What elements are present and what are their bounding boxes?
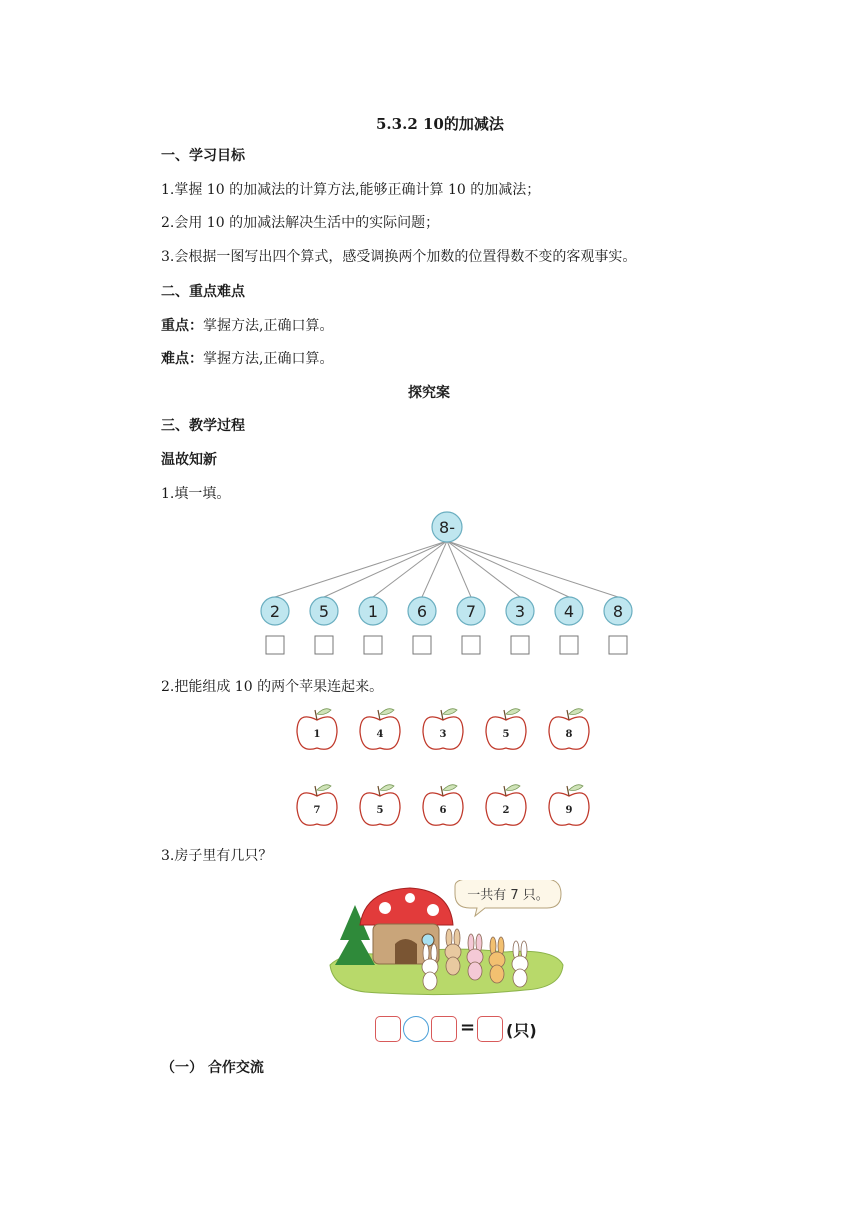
operator-circle[interactable] xyxy=(403,1016,429,1042)
tree-leaf-label: 3 xyxy=(514,602,526,621)
question-1: 1.填一填。 xyxy=(161,486,231,502)
review-heading: 温故知新 xyxy=(161,452,217,468)
difficulty-line xyxy=(161,350,333,368)
tree-leaf-label: 7 xyxy=(465,602,477,621)
explore-heading: 探究案 xyxy=(408,385,450,401)
unit-label: (只) xyxy=(506,1021,537,1040)
apple-leaf xyxy=(569,709,583,715)
tree-answer-box[interactable] xyxy=(364,636,382,654)
apple-leaf xyxy=(506,709,520,715)
bunny xyxy=(512,941,528,987)
tree-leaf-label: 2 xyxy=(269,602,281,621)
key-point-text: 掌握方法,正确口算。 xyxy=(203,318,334,334)
apple[interactable] xyxy=(360,785,400,826)
apple-leaf xyxy=(317,785,331,791)
apple[interactable] xyxy=(486,785,526,826)
tree-branch xyxy=(447,541,471,597)
mushroom-cap xyxy=(360,888,453,925)
apple[interactable] xyxy=(486,709,526,750)
tree-branch xyxy=(447,541,618,597)
answer-box-3[interactable] xyxy=(477,1016,503,1042)
tree-answer-box[interactable] xyxy=(511,636,529,654)
difficulty-text: 掌握方法,正确口算。 xyxy=(203,351,334,367)
bunny xyxy=(467,934,483,980)
apple-number: 6 xyxy=(439,805,447,816)
key-point-label: 重点： xyxy=(161,318,203,334)
equals-sign: = xyxy=(460,1017,476,1038)
apple-number: 2 xyxy=(502,805,510,816)
objective-item-1: 1.掌握 10 的加减法的计算方法,能够正确计算 10 的加减法； xyxy=(161,182,541,198)
apple-leaf xyxy=(380,785,394,791)
apple-number: 9 xyxy=(565,805,573,816)
objective-item-3: 3.会根据一图写出四个算式，感受调换两个加数的位置得数不变的客观事实。 xyxy=(161,249,637,265)
tree-answer-box[interactable] xyxy=(609,636,627,654)
page-title: 5.3.2 10的加减法 xyxy=(376,115,504,133)
apple-leaf xyxy=(380,709,394,715)
apple[interactable] xyxy=(423,709,463,750)
apple-matching xyxy=(280,700,610,840)
tree-branch xyxy=(422,541,447,597)
tree-answer-box[interactable] xyxy=(413,636,431,654)
apple-number: 4 xyxy=(376,729,384,740)
question-2: 2.把能组成 10 的两个苹果连起来。 xyxy=(161,679,384,695)
difficulty-label: 难点： xyxy=(161,351,203,367)
apple-number: 3 xyxy=(439,729,447,740)
section-heading-process: 三、教学过程 xyxy=(161,418,245,434)
tree-branch xyxy=(373,541,447,597)
bunny xyxy=(445,929,461,975)
tree-leaf-label: 5 xyxy=(318,602,330,621)
apple-number: 5 xyxy=(502,729,510,740)
apple-leaf xyxy=(506,785,520,791)
tree-leaf-label: 6 xyxy=(416,602,428,621)
tree-answer-box[interactable] xyxy=(462,636,480,654)
apple[interactable] xyxy=(360,709,400,750)
tree-leaf-label: 4 xyxy=(563,602,575,621)
apple-number: 8 xyxy=(565,729,573,740)
apple[interactable] xyxy=(549,709,589,750)
apple-leaf xyxy=(569,785,583,791)
tree-answer-box[interactable] xyxy=(560,636,578,654)
tree-leaf-label: 8 xyxy=(612,602,624,621)
apple-leaf xyxy=(443,709,457,715)
tree-root-label: 8- xyxy=(439,518,455,537)
apple[interactable] xyxy=(423,785,463,826)
answer-box-1[interactable] xyxy=(375,1016,401,1042)
apple-number: 1 xyxy=(313,729,321,740)
equation-row xyxy=(375,1015,565,1043)
tree-answer-box[interactable] xyxy=(266,636,284,654)
answer-box-2[interactable] xyxy=(431,1016,457,1042)
apple[interactable] xyxy=(297,785,337,826)
speech-text: 一共有 7 只。 xyxy=(467,888,549,903)
key-point-line xyxy=(161,317,333,335)
apple[interactable] xyxy=(549,785,589,826)
section-heading-objectives: 一、学习目标 xyxy=(161,148,245,164)
bunny xyxy=(489,937,505,983)
apple[interactable] xyxy=(297,709,337,750)
tree-branch xyxy=(275,541,447,597)
bunny-house-illustration xyxy=(325,880,565,1000)
tree-branch xyxy=(324,541,447,597)
tree-leaf-label: 1 xyxy=(367,602,379,621)
subsection-cooperation: （一） 合作交流 xyxy=(161,1060,264,1076)
apple-leaf xyxy=(317,709,331,715)
apple-number: 7 xyxy=(313,805,321,816)
subtraction-tree xyxy=(240,505,660,665)
tree-branch xyxy=(447,541,569,597)
tree-answer-box[interactable] xyxy=(315,636,333,654)
objective-item-2: 2.会用 10 的加减法解决生活中的实际问题； xyxy=(161,215,440,231)
apple-leaf xyxy=(443,785,457,791)
section-heading-key-points: 二、重点难点 xyxy=(161,284,245,300)
question-3: 3.房子里有几只？ xyxy=(161,848,273,864)
apple-number: 5 xyxy=(376,805,384,816)
